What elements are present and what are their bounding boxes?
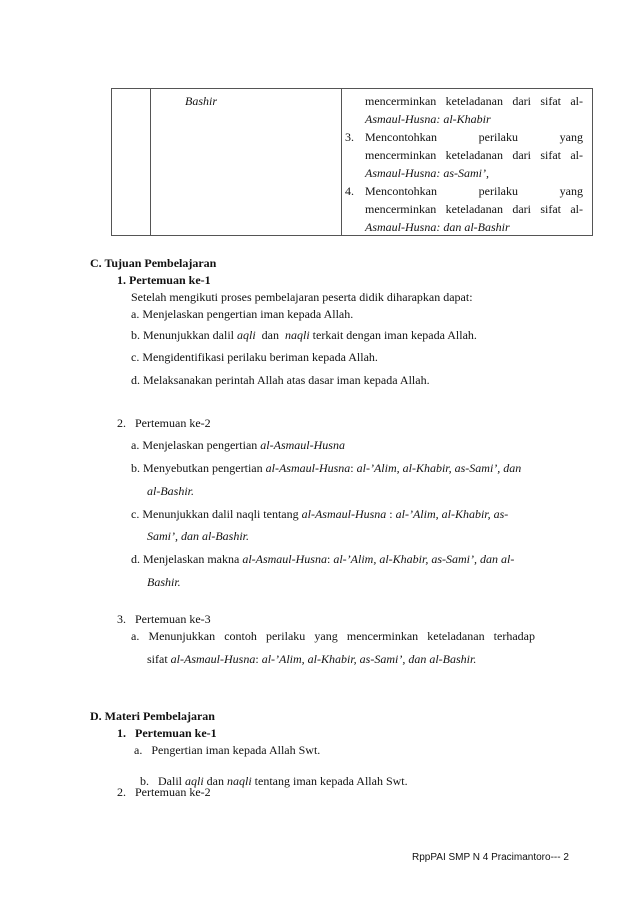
objective-item: b. Menyebutkan pengertian al-Asmaul-Husna: al-’Alim, al-Khabir, as-Sami’, dan bbox=[131, 461, 522, 475]
material-item: b. Dalil aqli dan naqli tentang iman kepada Allah Swt. bbox=[140, 774, 408, 788]
indicator-line: Asmaul-Husna: dan al-Bashir bbox=[365, 220, 510, 234]
section-d-title: D. Materi Pembelajaran bbox=[90, 709, 215, 723]
table-material-text: Bashir bbox=[185, 94, 218, 108]
indicator-number: 4. bbox=[345, 184, 354, 198]
objective-item: d. Menjelaskan makna al-Asmaul-Husna: al-’Alim, al-Khabir, as-Sami’, dan al- bbox=[131, 552, 515, 566]
material-meeting-2-heading: 2. Pertemuan ke-2 bbox=[117, 785, 211, 799]
table-col-material bbox=[151, 89, 342, 235]
material-meeting-1-heading: 1. Pertemuan ke-1 bbox=[117, 726, 217, 740]
indicator-line: Mencontohkan perilaku yang bbox=[365, 130, 583, 144]
meeting-2-heading: 2. Pertemuan ke-2 bbox=[117, 416, 211, 430]
objective-item-continuation: Sami’, dan al-Bashir. bbox=[147, 529, 249, 543]
competency-table bbox=[111, 88, 593, 236]
material-item: a. Pengertian iman kepada Allah Swt. bbox=[134, 743, 321, 757]
objective-item-continuation: al-Bashir. bbox=[147, 484, 195, 498]
objective-item: c. Menunjukkan dalil naqli tentang al-Asmaul-Husna : al-’Alim, al-Khabir, as- bbox=[131, 507, 509, 521]
objective-item: b. Menunjukkan dalil aqli dan naqli terkait dengan iman kepada Allah. bbox=[131, 328, 477, 342]
page-footer: RppPAI SMP N 4 Pracimantoro--- 2 bbox=[412, 852, 569, 863]
section-c-title: C. Tujuan Pembelajaran bbox=[90, 256, 217, 270]
meeting-1-heading: 1. Pertemuan ke-1 bbox=[117, 273, 211, 287]
indicator-line: mencerminkan keteladanan dari sifat al- bbox=[365, 148, 583, 162]
objective-item: a. Menjelaskan pengertian iman kepada Allah. bbox=[131, 307, 354, 321]
indicator-line: mencerminkan keteladanan dari sifat al- bbox=[365, 94, 583, 108]
table-col-indicators bbox=[342, 89, 593, 235]
indicator-line: Asmaul-Husna: al-Khabir bbox=[365, 112, 491, 126]
objective-item: c. Mengidentifikasi perilaku beriman kepada Allah. bbox=[131, 350, 378, 364]
objective-item: a. Menjelaskan pengertian al-Asmaul-Husna bbox=[131, 438, 345, 452]
objective-item: a. Menunjukkan contoh perilaku yang mencerminkan keteladanan terhadap bbox=[131, 629, 535, 643]
objective-item: d. Melaksanakan perintah Allah atas dasar iman kepada Allah. bbox=[131, 373, 430, 387]
indicator-line: Asmaul-Husna: as-Sami’, bbox=[365, 166, 489, 180]
table-col-number bbox=[112, 89, 151, 235]
indicator-line: mencerminkan keteladanan dari sifat al- bbox=[365, 202, 583, 216]
objective-item-continuation: sifat al-Asmaul-Husna: al-’Alim, al-Khabir, as-Sami’, dan al-Bashir. bbox=[147, 652, 477, 666]
indicator-line: Mencontohkan perilaku yang bbox=[365, 184, 583, 198]
objectives-intro: Setelah mengikuti proses pembelajaran peserta didik diharapkan dapat: bbox=[131, 290, 473, 304]
indicator-number: 3. bbox=[345, 130, 354, 144]
objective-item-continuation: Bashir. bbox=[147, 575, 181, 589]
meeting-3-heading: 3. Pertemuan ke-3 bbox=[117, 612, 211, 626]
